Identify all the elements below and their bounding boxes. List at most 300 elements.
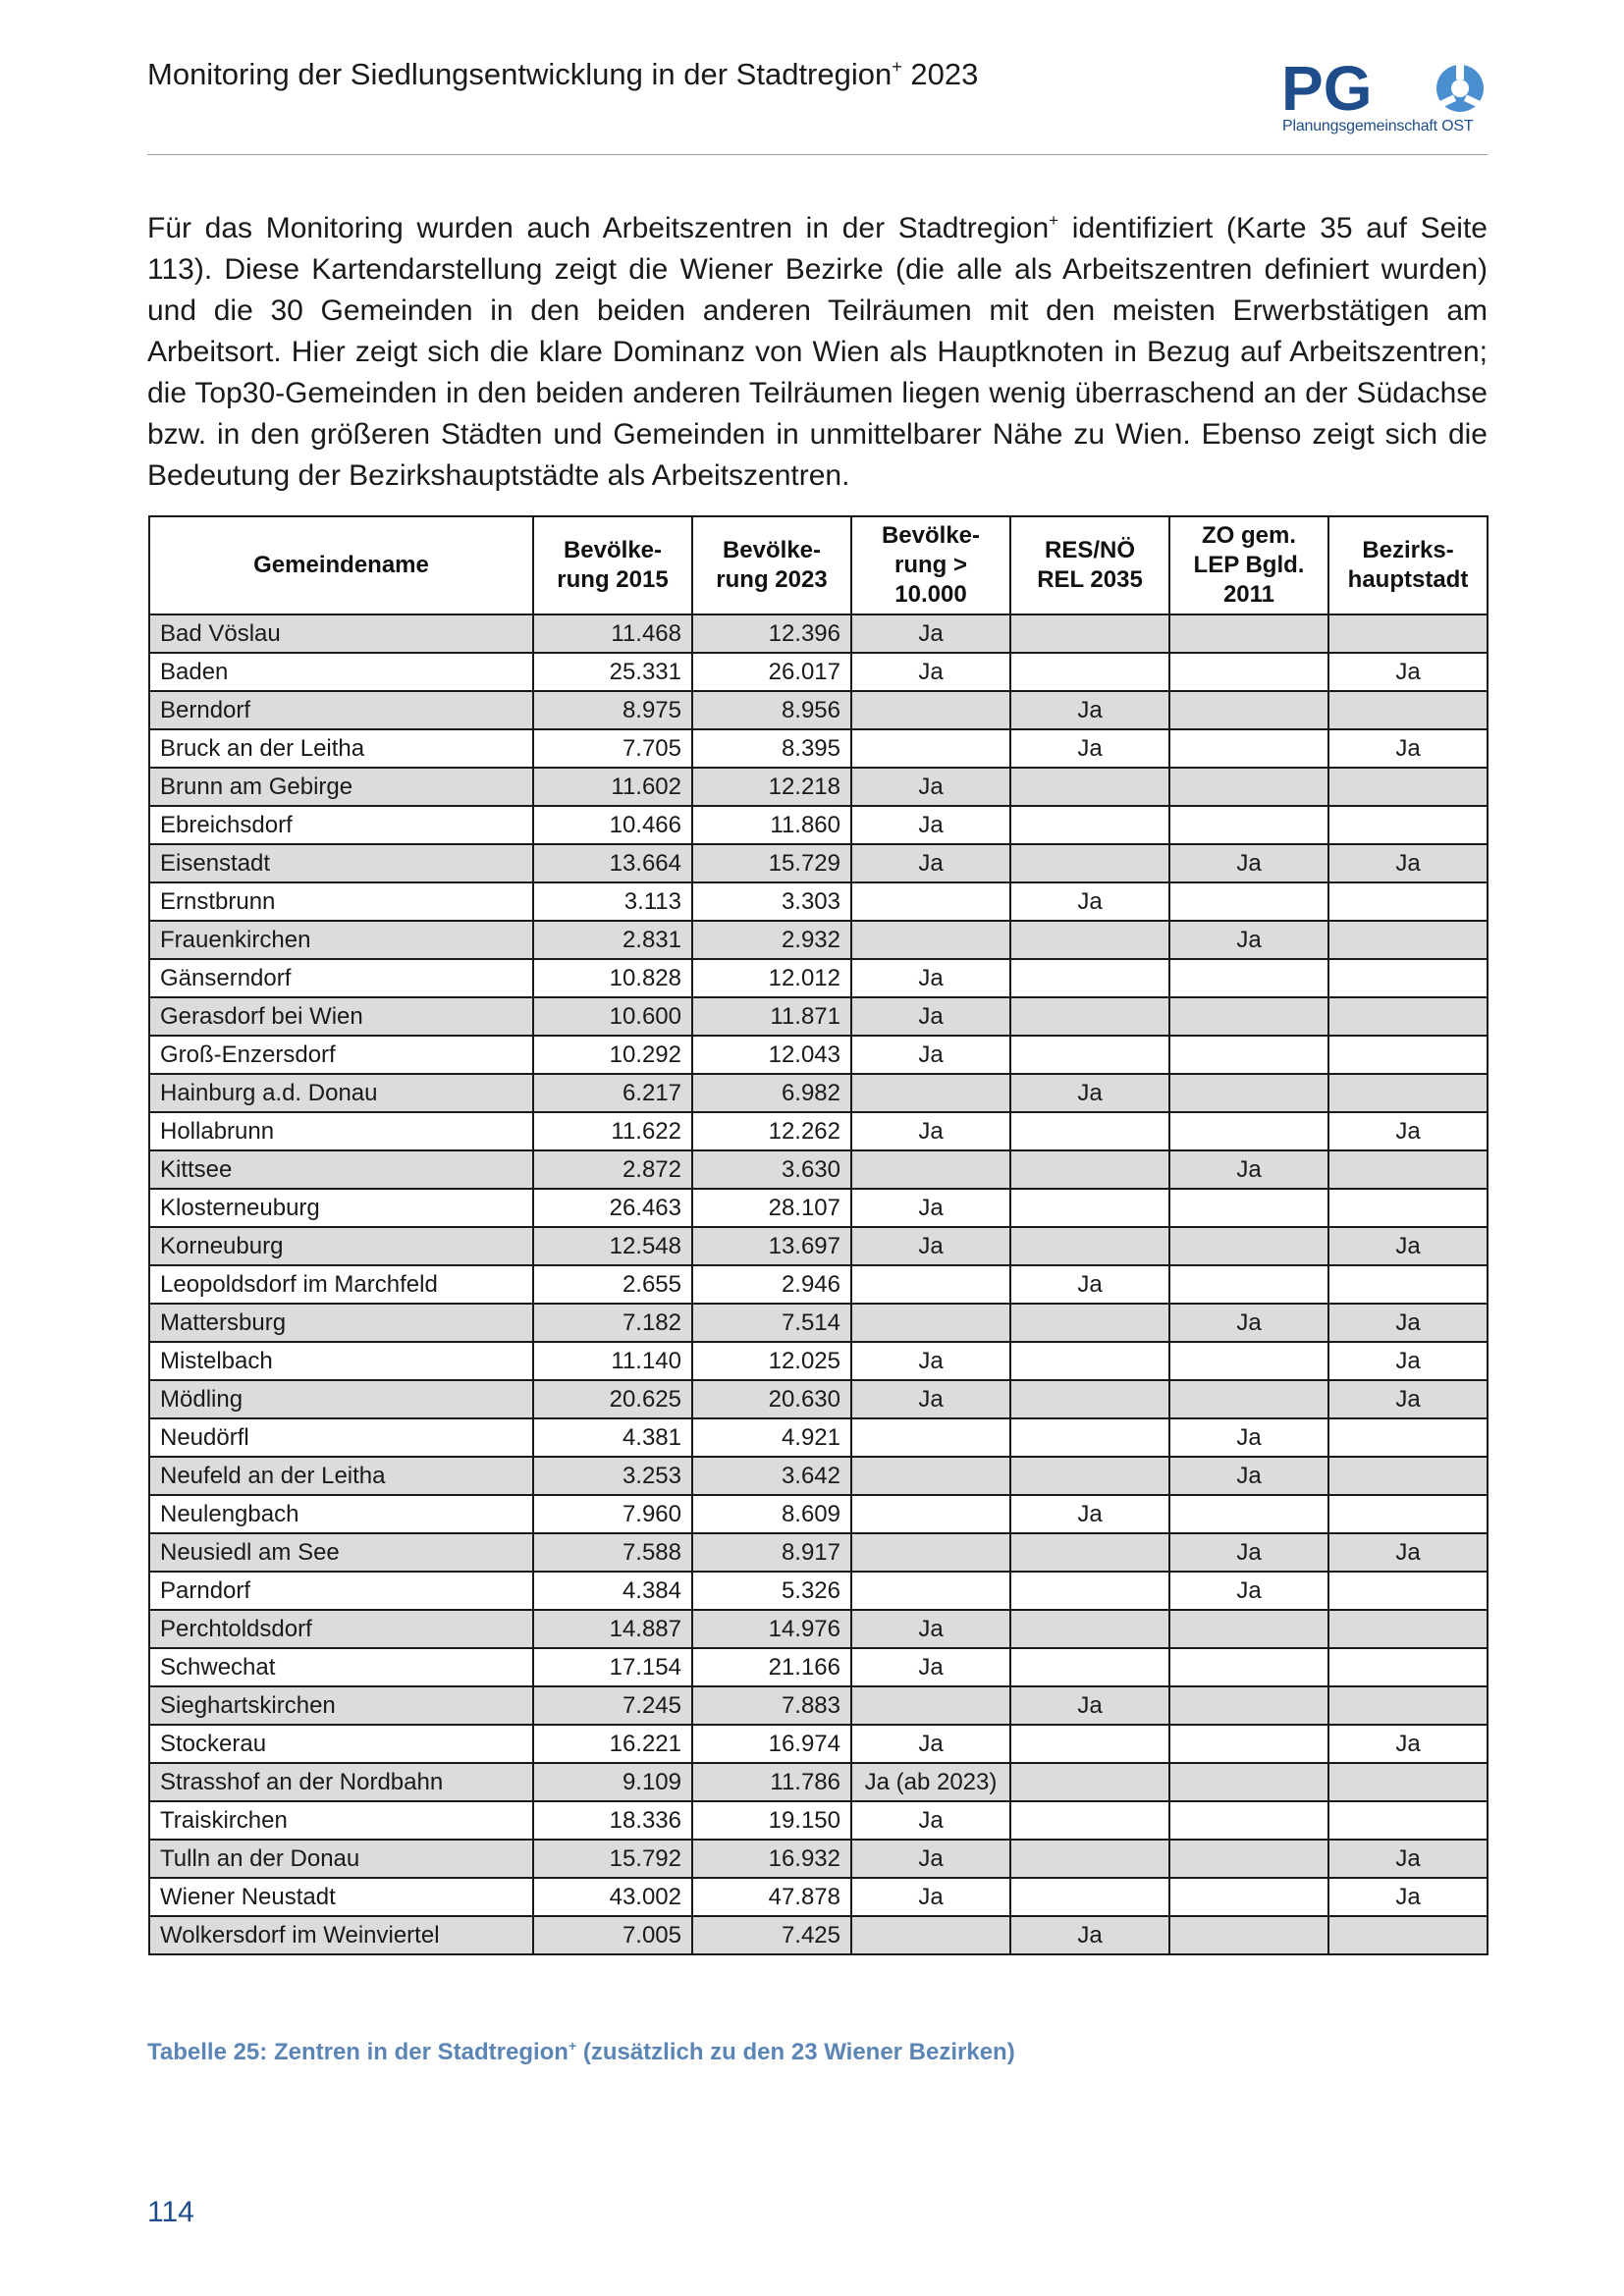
column-header-zo — [1169, 516, 1328, 614]
cell-name: Leopoldsdorf im Marchfeld — [149, 1265, 533, 1304]
cell-over10k: Ja — [851, 614, 1010, 653]
table-row — [149, 1801, 1488, 1840]
cell-over10k — [851, 1495, 1010, 1533]
cell-zo — [1169, 1686, 1328, 1725]
column-header-over10k — [851, 516, 1010, 614]
cell-pop2015: 3.113 — [533, 882, 692, 921]
cell-zo — [1169, 1840, 1328, 1878]
cell-pop2023: 3.303 — [692, 882, 851, 921]
cell-over10k: Ja (ab 2023) — [851, 1763, 1010, 1801]
header-title-year: 2023 — [910, 57, 979, 91]
cell-name: Klosterneuburg — [149, 1189, 533, 1227]
cell-bhs — [1328, 921, 1488, 959]
cell-res: Ja — [1010, 1686, 1169, 1725]
cell-over10k — [851, 1916, 1010, 1954]
cell-name: Mödling — [149, 1380, 533, 1418]
header-divider — [147, 154, 1488, 155]
cell-over10k: Ja — [851, 1227, 1010, 1265]
cell-bhs — [1328, 959, 1488, 997]
cell-over10k — [851, 882, 1010, 921]
cell-res — [1010, 844, 1169, 882]
cell-pop2023: 12.396 — [692, 614, 851, 653]
cell-name: Stockerau — [149, 1725, 533, 1763]
logo-subtitle: Planungsgemeinschaft OST — [1282, 118, 1474, 134]
cell-res — [1010, 997, 1169, 1036]
table-row — [149, 1916, 1488, 1954]
cell-name: Neulengbach — [149, 1495, 533, 1533]
cell-name: Tulln an der Donau — [149, 1840, 533, 1878]
cell-pop2015: 6.217 — [533, 1074, 692, 1112]
cell-res: Ja — [1010, 1916, 1169, 1954]
cell-over10k — [851, 729, 1010, 768]
cell-zo — [1169, 1801, 1328, 1840]
cell-zo — [1169, 882, 1328, 921]
cell-pop2015: 16.221 — [533, 1725, 692, 1763]
cell-pop2023: 11.860 — [692, 806, 851, 844]
cell-name: Neudörfl — [149, 1418, 533, 1457]
cell-res — [1010, 1533, 1169, 1572]
cell-name: Groß-Enzersdorf — [149, 1036, 533, 1074]
table-caption — [147, 2038, 1015, 2066]
table-row — [149, 653, 1488, 691]
page-number: 114 — [147, 2196, 194, 2228]
table-row — [149, 1112, 1488, 1150]
cell-pop2023: 7.883 — [692, 1686, 851, 1725]
cell-pop2023: 20.630 — [692, 1380, 851, 1418]
cell-zo — [1169, 1916, 1328, 1954]
cell-over10k: Ja — [851, 1112, 1010, 1150]
cell-res — [1010, 1725, 1169, 1763]
cell-name: Wiener Neustadt — [149, 1878, 533, 1916]
cell-res — [1010, 1304, 1169, 1342]
cell-zo — [1169, 959, 1328, 997]
table-row — [149, 1610, 1488, 1648]
cell-name: Hainburg a.d. Donau — [149, 1074, 533, 1112]
cell-pop2023: 16.932 — [692, 1840, 851, 1878]
cell-res — [1010, 1610, 1169, 1648]
cell-pop2015: 13.664 — [533, 844, 692, 882]
cell-pop2015: 14.887 — [533, 1610, 692, 1648]
column-header-line: rung > — [893, 552, 967, 578]
table-row — [149, 1150, 1488, 1189]
zentren-table — [148, 515, 1489, 1955]
cell-pop2023: 26.017 — [692, 653, 851, 691]
cell-pop2023: 8.395 — [692, 729, 851, 768]
cell-bhs — [1328, 1457, 1488, 1495]
cell-pop2015: 4.381 — [533, 1418, 692, 1457]
cell-pop2023: 5.326 — [692, 1572, 851, 1610]
table-row — [149, 882, 1488, 921]
cell-zo — [1169, 1189, 1328, 1227]
table-body — [149, 614, 1488, 1954]
cell-over10k — [851, 1150, 1010, 1189]
cell-over10k: Ja — [851, 1610, 1010, 1648]
table-row — [149, 1648, 1488, 1686]
cell-name: Bruck an der Leitha — [149, 729, 533, 768]
cell-pop2023: 15.729 — [692, 844, 851, 882]
table-row — [149, 1227, 1488, 1265]
cell-pop2023: 2.932 — [692, 921, 851, 959]
cell-bhs: Ja — [1328, 1725, 1488, 1763]
cell-pop2015: 2.872 — [533, 1150, 692, 1189]
table-row — [149, 1840, 1488, 1878]
cell-over10k — [851, 921, 1010, 959]
intro-text-1: Für das Monitoring wurden auch Arbeitszentren in der Stadtregion — [147, 212, 1050, 244]
cell-name: Traiskirchen — [149, 1801, 533, 1840]
cell-res: Ja — [1010, 1495, 1169, 1533]
cell-pop2023: 2.946 — [692, 1265, 851, 1304]
cell-bhs — [1328, 1648, 1488, 1686]
cell-zo — [1169, 768, 1328, 806]
cell-zo — [1169, 1380, 1328, 1418]
cell-bhs: Ja — [1328, 1533, 1488, 1572]
cell-pop2023: 11.786 — [692, 1763, 851, 1801]
cell-bhs — [1328, 1572, 1488, 1610]
table-row — [149, 729, 1488, 768]
column-header-line: 2011 — [1222, 581, 1275, 608]
column-header-line: rung 2023 — [716, 566, 828, 593]
cell-pop2015: 7.705 — [533, 729, 692, 768]
table-row — [149, 1304, 1488, 1342]
table-row — [149, 614, 1488, 653]
caption-text-2: (zusätzlich zu den 23 Wiener Bezirken) — [576, 2039, 1015, 2065]
cell-pop2015: 11.602 — [533, 768, 692, 806]
cell-zo — [1169, 1878, 1328, 1916]
cell-zo — [1169, 1763, 1328, 1801]
cell-res — [1010, 1189, 1169, 1227]
cell-over10k: Ja — [851, 1840, 1010, 1878]
cell-zo: Ja — [1169, 1150, 1328, 1189]
cell-zo: Ja — [1169, 1572, 1328, 1610]
cell-name: Schwechat — [149, 1648, 533, 1686]
logo-letters: PG — [1281, 59, 1373, 124]
cell-bhs: Ja — [1328, 844, 1488, 882]
cell-pop2015: 11.140 — [533, 1342, 692, 1380]
table-row — [149, 1533, 1488, 1572]
table-row — [149, 1342, 1488, 1380]
table-row — [149, 1036, 1488, 1074]
column-header-line: Gemeindename — [253, 552, 429, 578]
cell-zo — [1169, 1610, 1328, 1648]
cell-pop2015: 17.154 — [533, 1648, 692, 1686]
cell-res — [1010, 1342, 1169, 1380]
header-title-sup: + — [892, 57, 902, 77]
table-row — [149, 806, 1488, 844]
column-header-line: Bezirks- — [1362, 537, 1454, 563]
column-header-line: hauptstadt — [1347, 566, 1469, 593]
cell-bhs — [1328, 1801, 1488, 1840]
cell-bhs — [1328, 1686, 1488, 1725]
cell-name: Neusiedl am See — [149, 1533, 533, 1572]
cell-pop2015: 7.182 — [533, 1304, 692, 1342]
cell-zo — [1169, 653, 1328, 691]
cell-name: Bad Vöslau — [149, 614, 533, 653]
cell-name: Perchtoldsdorf — [149, 1610, 533, 1648]
cell-over10k: Ja — [851, 653, 1010, 691]
table-row — [149, 1878, 1488, 1916]
cell-zo: Ja — [1169, 1533, 1328, 1572]
cell-pop2023: 12.025 — [692, 1342, 851, 1380]
cell-name: Baden — [149, 653, 533, 691]
cell-bhs: Ja — [1328, 1304, 1488, 1342]
table-header-row — [149, 516, 1488, 614]
cell-pop2015: 7.005 — [533, 1916, 692, 1954]
column-header-line: RES/NÖ — [1044, 537, 1135, 563]
cell-bhs — [1328, 997, 1488, 1036]
cell-pop2023: 8.917 — [692, 1533, 851, 1572]
cell-over10k: Ja — [851, 1725, 1010, 1763]
cell-pop2023: 16.974 — [692, 1725, 851, 1763]
cell-pop2023: 3.630 — [692, 1150, 851, 1189]
cell-bhs: Ja — [1328, 1342, 1488, 1380]
cell-bhs — [1328, 768, 1488, 806]
cell-zo — [1169, 1227, 1328, 1265]
cell-res — [1010, 1840, 1169, 1878]
column-header-pop2023 — [692, 516, 851, 614]
cell-bhs — [1328, 1418, 1488, 1457]
cell-bhs: Ja — [1328, 1840, 1488, 1878]
cell-res — [1010, 1150, 1169, 1189]
cell-pop2015: 25.331 — [533, 653, 692, 691]
cell-pop2015: 4.384 — [533, 1572, 692, 1610]
cell-res: Ja — [1010, 729, 1169, 768]
table-row — [149, 1418, 1488, 1457]
cell-over10k: Ja — [851, 1036, 1010, 1074]
cell-pop2015: 10.466 — [533, 806, 692, 844]
cell-over10k: Ja — [851, 1878, 1010, 1916]
cell-pop2023: 11.871 — [692, 997, 851, 1036]
table-row — [149, 997, 1488, 1036]
cell-over10k — [851, 1074, 1010, 1112]
cell-over10k — [851, 1265, 1010, 1304]
cell-over10k — [851, 1533, 1010, 1572]
cell-pop2023: 19.150 — [692, 1801, 851, 1840]
cell-zo: Ja — [1169, 844, 1328, 882]
cell-bhs — [1328, 882, 1488, 921]
column-header-bhs — [1328, 516, 1488, 614]
cell-name: Eisenstadt — [149, 844, 533, 882]
column-header-line: ZO gem. — [1201, 522, 1296, 549]
cell-res: Ja — [1010, 1074, 1169, 1112]
header-title-text: Monitoring der Siedlungsentwicklung in der Stadtregion — [147, 57, 893, 91]
table-row — [149, 768, 1488, 806]
cell-res — [1010, 1878, 1169, 1916]
cell-name: Gänserndorf — [149, 959, 533, 997]
cell-name: Hollabrunn — [149, 1112, 533, 1150]
cell-bhs: Ja — [1328, 1227, 1488, 1265]
cell-res — [1010, 1112, 1169, 1150]
column-header-pop2015 — [533, 516, 692, 614]
cell-zo: Ja — [1169, 921, 1328, 959]
cell-name: Frauenkirchen — [149, 921, 533, 959]
header-title — [147, 57, 978, 92]
cell-over10k: Ja — [851, 1801, 1010, 1840]
table-row — [149, 1572, 1488, 1610]
cell-res — [1010, 653, 1169, 691]
cell-bhs — [1328, 691, 1488, 729]
table-row — [149, 1189, 1488, 1227]
cell-zo: Ja — [1169, 1418, 1328, 1457]
cell-pop2023: 3.642 — [692, 1457, 851, 1495]
cell-zo — [1169, 1112, 1328, 1150]
cell-pop2015: 11.468 — [533, 614, 692, 653]
cell-over10k — [851, 1304, 1010, 1342]
table-row — [149, 921, 1488, 959]
cell-pop2015: 18.336 — [533, 1801, 692, 1840]
cell-bhs — [1328, 1916, 1488, 1954]
table-row — [149, 844, 1488, 882]
cell-zo — [1169, 1074, 1328, 1112]
cell-pop2015: 8.975 — [533, 691, 692, 729]
cell-res: Ja — [1010, 1265, 1169, 1304]
cell-res — [1010, 1418, 1169, 1457]
cell-pop2023: 12.043 — [692, 1036, 851, 1074]
cell-pop2015: 15.792 — [533, 1840, 692, 1878]
cell-zo — [1169, 1036, 1328, 1074]
cell-res — [1010, 1648, 1169, 1686]
cell-res — [1010, 1227, 1169, 1265]
cell-res — [1010, 1457, 1169, 1495]
table-row — [149, 1074, 1488, 1112]
cell-bhs — [1328, 1265, 1488, 1304]
cell-pop2023: 12.218 — [692, 768, 851, 806]
cell-name: Mistelbach — [149, 1342, 533, 1380]
column-header-line: Bevölke- — [563, 537, 663, 563]
cell-over10k — [851, 691, 1010, 729]
cell-zo — [1169, 806, 1328, 844]
cell-zo — [1169, 614, 1328, 653]
cell-bhs — [1328, 1763, 1488, 1801]
cell-over10k: Ja — [851, 959, 1010, 997]
cell-pop2023: 8.609 — [692, 1495, 851, 1533]
table-row — [149, 1380, 1488, 1418]
cell-name: Neufeld an der Leitha — [149, 1457, 533, 1495]
cell-bhs — [1328, 1189, 1488, 1227]
cell-bhs — [1328, 1150, 1488, 1189]
cell-res: Ja — [1010, 882, 1169, 921]
cell-pop2015: 10.828 — [533, 959, 692, 997]
cell-pop2015: 7.245 — [533, 1686, 692, 1725]
cell-res — [1010, 1801, 1169, 1840]
cell-name: Sieghartskirchen — [149, 1686, 533, 1725]
cell-over10k: Ja — [851, 806, 1010, 844]
cell-pop2015: 7.588 — [533, 1533, 692, 1572]
cell-pop2015: 2.831 — [533, 921, 692, 959]
column-header-line: Bevölke- — [881, 522, 981, 549]
table-header — [149, 516, 1488, 614]
cell-pop2023: 12.262 — [692, 1112, 851, 1150]
cell-res — [1010, 614, 1169, 653]
cell-pop2015: 43.002 — [533, 1878, 692, 1916]
column-header-line: rung 2015 — [557, 566, 669, 593]
cell-over10k: Ja — [851, 1380, 1010, 1418]
cell-name: Strasshof an der Nordbahn — [149, 1763, 533, 1801]
column-header-line: REL 2035 — [1037, 566, 1143, 593]
cell-zo — [1169, 691, 1328, 729]
cell-name: Wolkersdorf im Weinviertel — [149, 1916, 533, 1954]
cell-pop2015: 20.625 — [533, 1380, 692, 1418]
cell-over10k — [851, 1418, 1010, 1457]
cell-pop2023: 14.976 — [692, 1610, 851, 1648]
cell-res: Ja — [1010, 691, 1169, 729]
cell-res — [1010, 1380, 1169, 1418]
cell-name: Ebreichsdorf — [149, 806, 533, 844]
cell-zo — [1169, 1342, 1328, 1380]
cell-name: Korneuburg — [149, 1227, 533, 1265]
cell-pop2023: 21.166 — [692, 1648, 851, 1686]
cell-pop2015: 10.292 — [533, 1036, 692, 1074]
cell-over10k: Ja — [851, 844, 1010, 882]
cell-zo — [1169, 729, 1328, 768]
caption-text-1: Tabelle 25: Zentren in der Stadtregion — [147, 2039, 568, 2065]
cell-pop2015: 11.622 — [533, 1112, 692, 1150]
cell-pop2015: 3.253 — [533, 1457, 692, 1495]
table-row — [149, 691, 1488, 729]
cell-over10k: Ja — [851, 768, 1010, 806]
cell-name: Gerasdorf bei Wien — [149, 997, 533, 1036]
cell-bhs: Ja — [1328, 1112, 1488, 1150]
intro-sup: + — [1049, 211, 1059, 230]
cell-res — [1010, 806, 1169, 844]
table-row — [149, 959, 1488, 997]
cell-name: Kittsee — [149, 1150, 533, 1189]
cell-zo — [1169, 1265, 1328, 1304]
cell-bhs — [1328, 1036, 1488, 1074]
cell-res — [1010, 921, 1169, 959]
cell-over10k: Ja — [851, 1342, 1010, 1380]
intro-paragraph — [147, 208, 1488, 497]
table-row — [149, 1686, 1488, 1725]
cell-pop2015: 12.548 — [533, 1227, 692, 1265]
table-row — [149, 1725, 1488, 1763]
column-header-line: Bevölke- — [722, 537, 822, 563]
cell-zo — [1169, 997, 1328, 1036]
cell-pop2023: 7.425 — [692, 1916, 851, 1954]
table-row — [149, 1763, 1488, 1801]
cell-res — [1010, 1036, 1169, 1074]
cell-pop2015: 10.600 — [533, 997, 692, 1036]
cell-name: Parndorf — [149, 1572, 533, 1610]
column-header-line: 10.000 — [894, 581, 967, 608]
cell-pop2023: 13.697 — [692, 1227, 851, 1265]
cell-pop2015: 2.655 — [533, 1265, 692, 1304]
cell-over10k — [851, 1457, 1010, 1495]
cell-res — [1010, 1763, 1169, 1801]
cell-zo — [1169, 1495, 1328, 1533]
cell-over10k: Ja — [851, 1189, 1010, 1227]
cell-bhs — [1328, 614, 1488, 653]
cell-name: Mattersburg — [149, 1304, 533, 1342]
cell-zo — [1169, 1725, 1328, 1763]
table-row — [149, 1457, 1488, 1495]
cell-pop2023: 12.012 — [692, 959, 851, 997]
cell-pop2023: 4.921 — [692, 1418, 851, 1457]
cell-bhs: Ja — [1328, 653, 1488, 691]
cell-over10k: Ja — [851, 1648, 1010, 1686]
cell-res — [1010, 768, 1169, 806]
cell-pop2015: 9.109 — [533, 1763, 692, 1801]
cell-over10k — [851, 1572, 1010, 1610]
table-row — [149, 1495, 1488, 1533]
cell-over10k — [851, 1686, 1010, 1725]
cell-zo: Ja — [1169, 1304, 1328, 1342]
cell-bhs — [1328, 1495, 1488, 1533]
cell-name: Brunn am Gebirge — [149, 768, 533, 806]
cell-over10k: Ja — [851, 997, 1010, 1036]
cell-res — [1010, 959, 1169, 997]
column-header-name — [149, 516, 533, 614]
cell-bhs: Ja — [1328, 1380, 1488, 1418]
